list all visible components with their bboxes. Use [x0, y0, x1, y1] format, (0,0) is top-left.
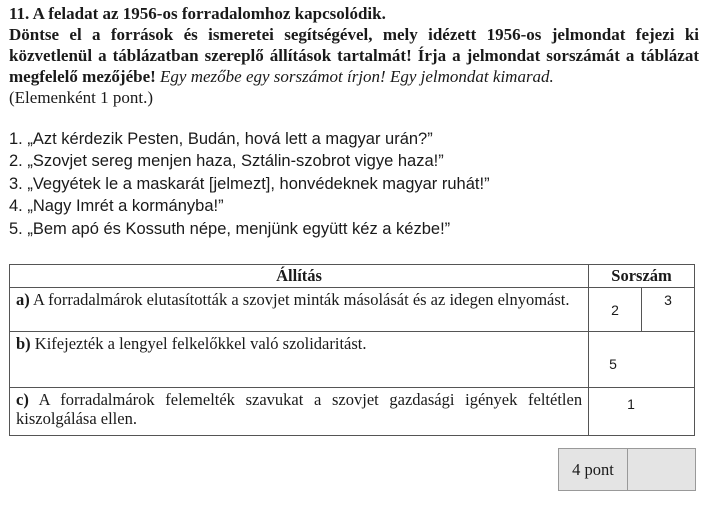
task-title: 11. A feladat az 1956-os forradalomhoz kapcsolódik. [9, 4, 386, 23]
statement-letter: c) [16, 390, 29, 409]
instruction-note: Egy mezőbe egy sorszámot írjon! Egy jelmondat kimarad. [160, 67, 554, 86]
instruction-main: Döntse el a források és ismeretei segítségével, mely idézett 1956-os jelmondat fejezi ki közvetlenül a táblázatban szereplő állítások tartalmát! Írja a jelmondat sorszámát a táblázat megfelelő mezőjébe! [9, 25, 699, 86]
slogan-1: 1. „Azt kérdezik Pesten, Budán, hová lett a magyar urán?” [9, 130, 433, 148]
slogan-list [9, 128, 490, 240]
answer-cell-b[interactable]: 5 [589, 332, 695, 388]
score-label: 4 pont [559, 449, 628, 490]
answer-table [9, 264, 695, 436]
header-statement: Állítás [10, 265, 589, 288]
statement-letter: a) [16, 290, 30, 309]
table-row-a [10, 288, 695, 332]
table-row-b [10, 332, 695, 388]
statement-b [10, 332, 589, 388]
slogan-3: 3. „Vegyétek le a maskarát [jelmezt], honvédeknek magyar ruhát!” [9, 174, 490, 193]
task-instructions [9, 24, 699, 108]
table-row-c [10, 388, 695, 436]
answer-cell-c[interactable]: 1 [589, 388, 695, 436]
statement-text: Kifejezték a lengyel felkelőkkel való szolidaritást. [34, 334, 367, 353]
statement-text: A forradalmárok elutasították a szovjet minták másolását és az idegen elnyomást. [32, 290, 570, 309]
statement-text: A forradalmárok felemelték szavukat a szovjet gazdasági igények feltétlen kiszolgálása ellen. [16, 390, 583, 428]
score-box [558, 448, 696, 491]
header-number: Sorszám [589, 265, 695, 288]
answer-cell-a-2[interactable]: 3 [642, 288, 695, 332]
slogan-2: 2. „Szovjet sereg menjen haza, Sztálin-szobrot vigye haza!” [9, 152, 444, 171]
statement-a [10, 288, 589, 332]
score-input[interactable] [628, 449, 695, 490]
slogan-4: 4. „Nagy Imrét a kormányba!” [9, 197, 224, 216]
statement-c [10, 388, 589, 436]
instruction-points: (Elemenként 1 pont.) [9, 88, 153, 107]
slogan-5: 5. „Bem apó és Kossuth népe, menjünk együtt kéz a kézbe!” [9, 219, 451, 238]
statement-letter: b) [16, 334, 31, 353]
answer-cell-a-1[interactable]: 2 [589, 288, 642, 332]
